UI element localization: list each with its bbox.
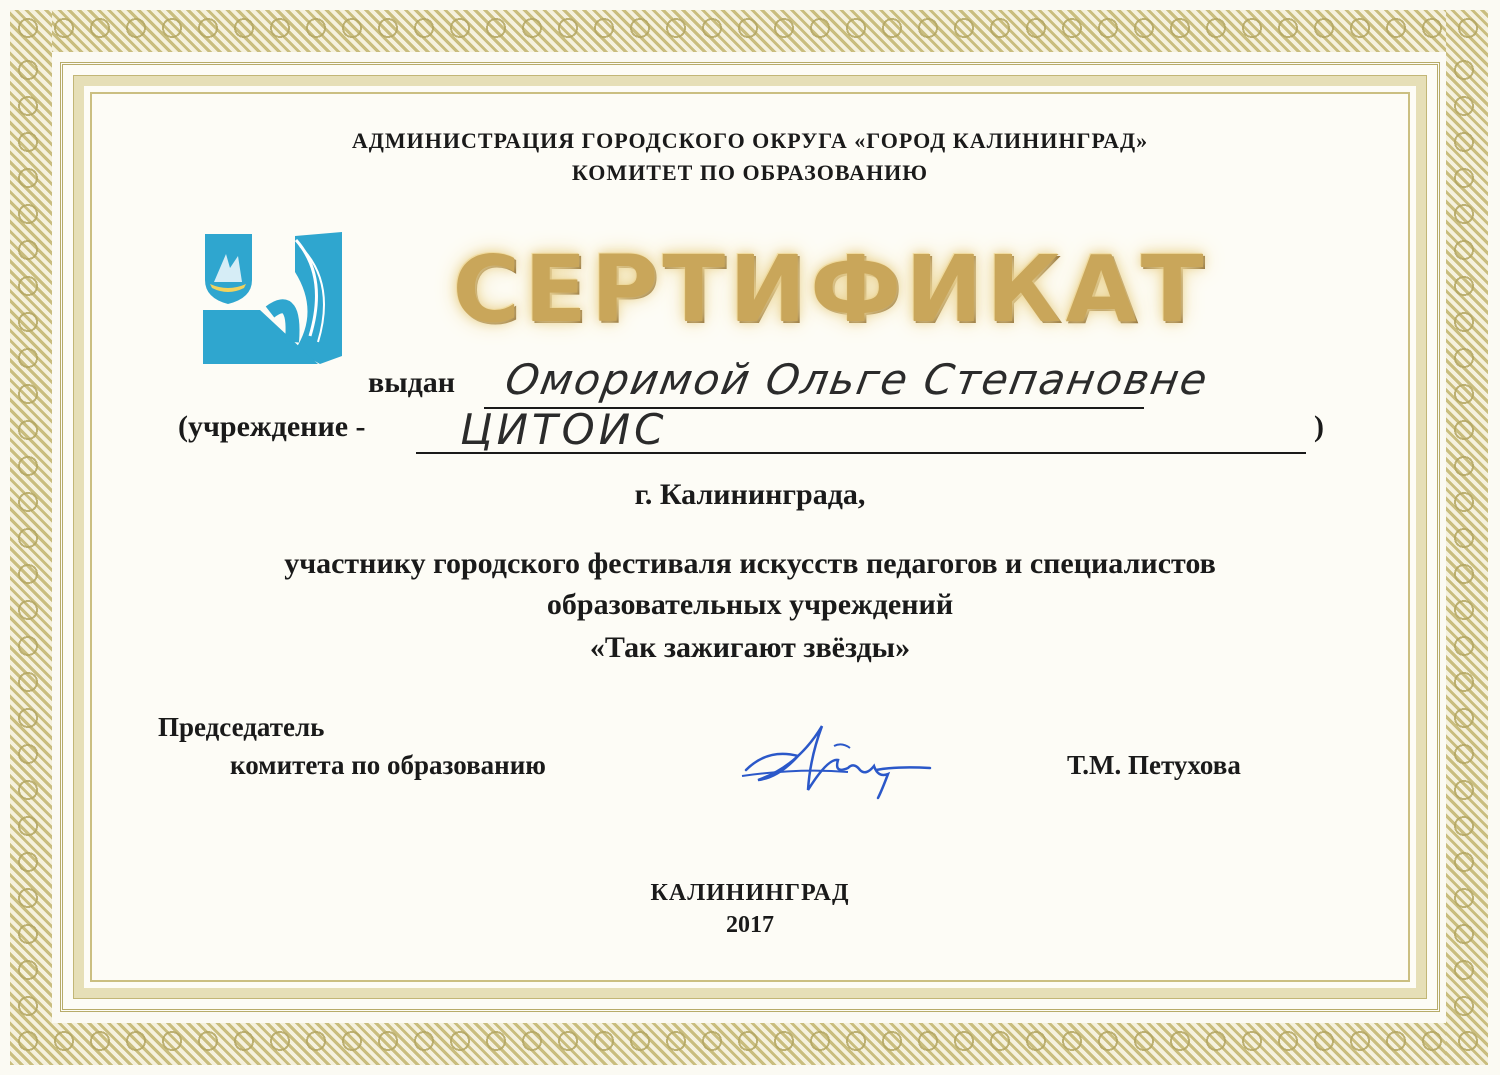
border-rings-top — [10, 10, 1488, 52]
administration-heading: АДМИНИСТРАЦИЯ ГОРОДСКОГО ОКРУГА «ГОРОД КАЛИНИНГРАД» — [351, 128, 1149, 153]
institution-handwritten: ЦИТОИС — [460, 405, 668, 454]
signatory-role-line-2: комитета по образованию — [230, 750, 546, 780]
body-line-1: участнику городского фестиваля искусств педагогов и специалистов — [284, 547, 1216, 580]
recipient-name-handwritten: Оморимой Ольге Степановне — [501, 355, 1213, 404]
institution-label: (учреждение - — [178, 410, 366, 443]
kaliningrad-emblem-book-icon — [200, 232, 345, 367]
city-line: г. Калининграда, — [634, 478, 866, 511]
border-rings-left — [10, 52, 52, 1023]
issued-label: выдан — [368, 366, 456, 399]
footer-city: КАЛИНИНГРАД — [650, 880, 850, 906]
inner-frame-line — [90, 92, 1410, 982]
footer-year: 2017 — [726, 912, 774, 938]
border-rings-bottom — [10, 1023, 1488, 1065]
festival-name: «Так зажигают звёзды» — [589, 631, 911, 664]
body-line-2: образовательных учреждений — [546, 588, 954, 621]
handwritten-signature — [738, 718, 938, 802]
signatory-role-line-1: Председатель — [158, 712, 325, 742]
institution-close-paren: ) — [1314, 410, 1324, 443]
certificate-title: СЕРТИФИКАТ — [452, 236, 1208, 343]
committee-heading: КОМИТЕТ ПО ОБРАЗОВАНИЮ — [571, 160, 929, 185]
institution-underline — [416, 452, 1306, 454]
signatory-name: Т.М. Петухова — [1067, 750, 1241, 780]
border-rings-right — [1446, 52, 1488, 1023]
